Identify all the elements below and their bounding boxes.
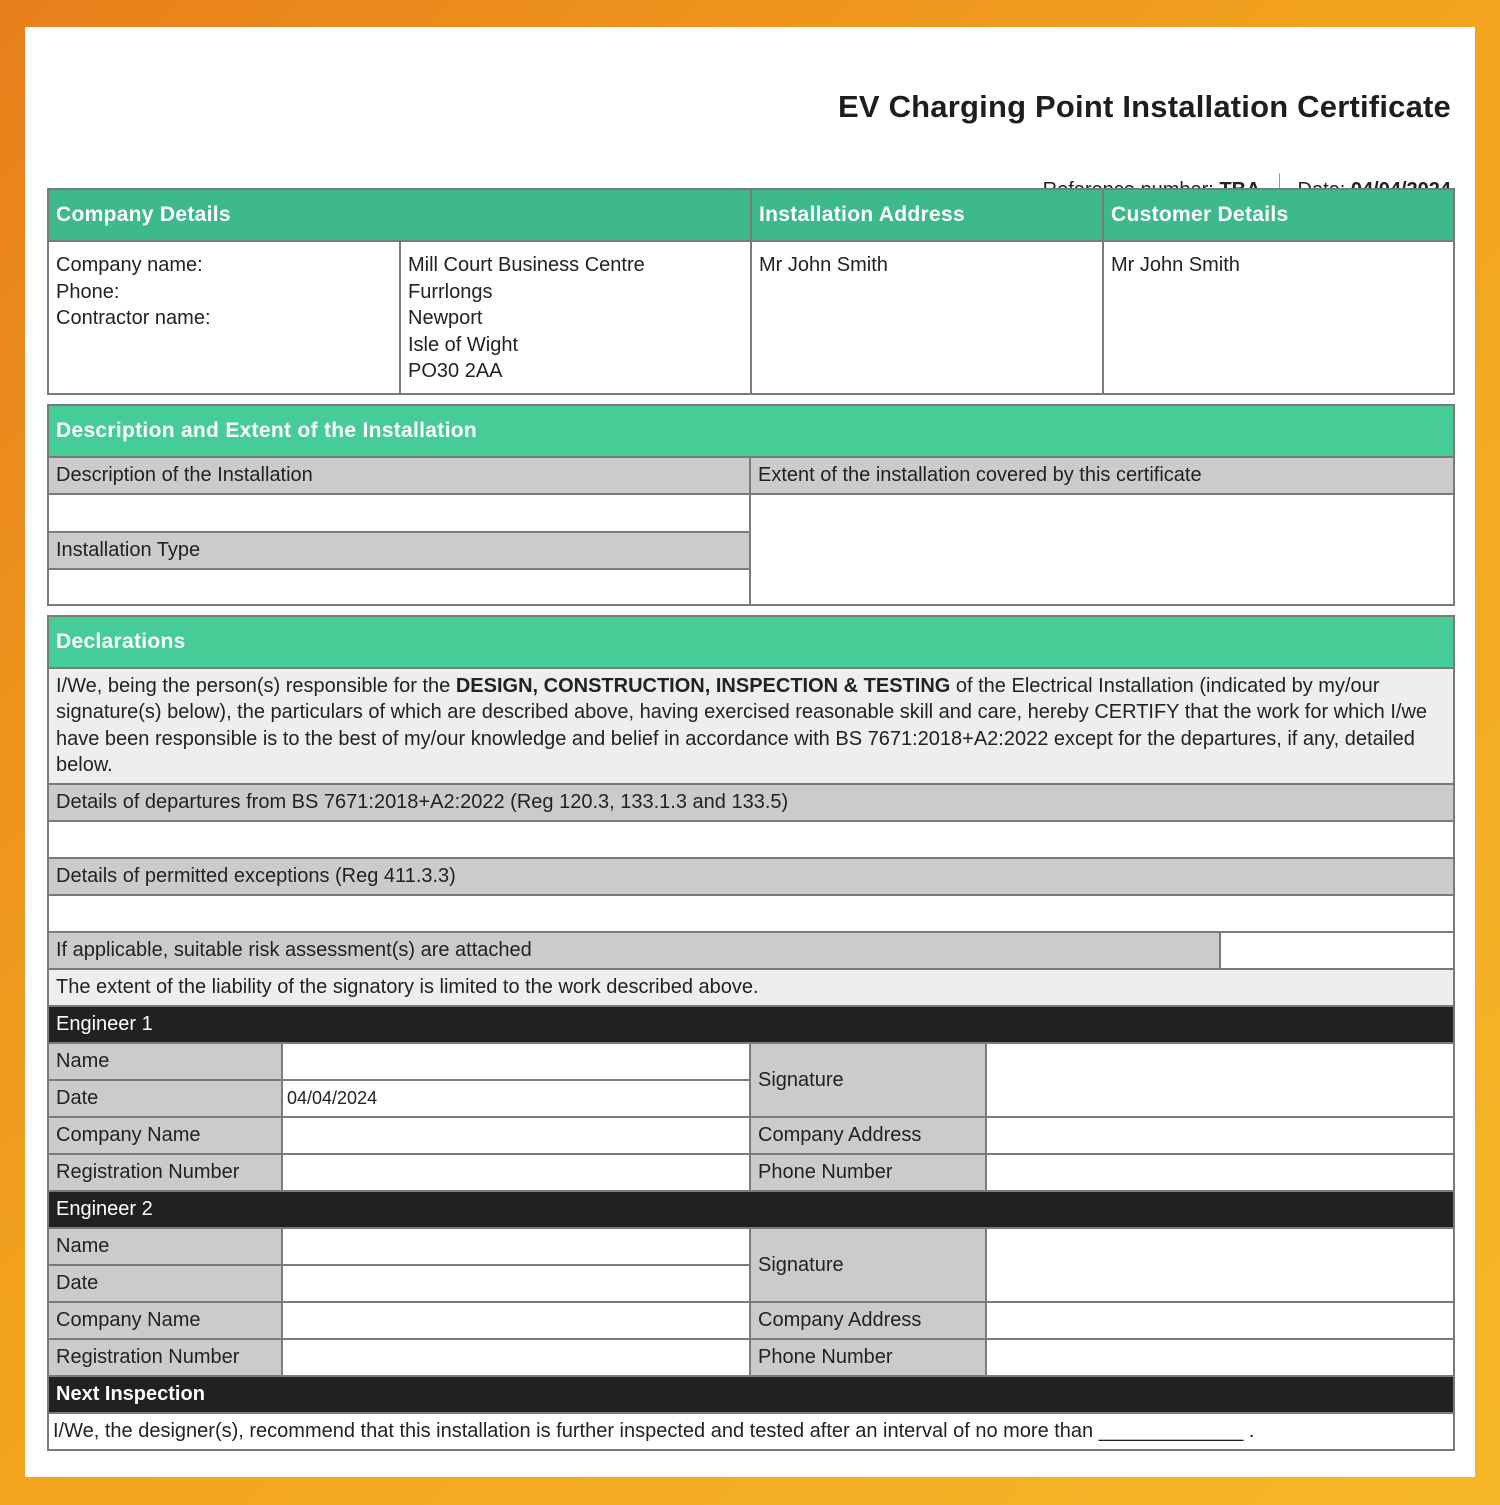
engineer-2-registration-label: Registration Number bbox=[47, 1338, 283, 1377]
address-line: PO30 2AA bbox=[408, 360, 503, 382]
engineer-2-registration-field[interactable] bbox=[281, 1338, 751, 1377]
installation-type-field[interactable] bbox=[47, 568, 751, 606]
engineer-1-registration-field[interactable] bbox=[281, 1153, 751, 1192]
installation-address-header: Installation Address bbox=[750, 188, 1104, 242]
risk-assessment-field[interactable] bbox=[1219, 931, 1455, 970]
description-field[interactable] bbox=[47, 493, 751, 533]
declaration-text-part: of the Electrical Installation (indicated by my/our signature(s) below), the particulars of which are described above, having exercised reasonable skill and care, hereby CERTIFY that the work for which I/we have been responsible is to the best of my/our knowledge and belief in accordance with BS 7671:2018+A2:2022 except for the departures, if any, detailed below. bbox=[56, 675, 1428, 777]
engineer-2-date-field[interactable] bbox=[281, 1264, 751, 1303]
engineer-1-date-label: Date bbox=[47, 1079, 283, 1118]
engineer-1-company-name-field[interactable] bbox=[281, 1116, 751, 1155]
engineer-1-company-name-label: Company Name bbox=[47, 1116, 283, 1155]
engineer-1-signature-label: Signature bbox=[749, 1042, 987, 1118]
declaration-text-part: I/We, being the person(s) responsible for the bbox=[56, 675, 456, 697]
address-line: Isle of Wight bbox=[408, 333, 519, 356]
page-title: EV Charging Point Installation Certificate bbox=[838, 89, 1451, 124]
contractor-name-label: Contractor name: bbox=[56, 307, 211, 329]
engineer-1-header: Engineer 1 bbox=[47, 1005, 1455, 1044]
engineer-1-name-field[interactable] bbox=[281, 1042, 751, 1081]
engineer-2-signature-field[interactable] bbox=[985, 1227, 1455, 1303]
engineer-1-name-label: Name bbox=[47, 1042, 283, 1081]
description-header: Description and Extent of the Installation bbox=[47, 404, 1455, 458]
company-name-label: Company name: bbox=[56, 254, 203, 276]
customer-details-value bbox=[1102, 240, 1455, 395]
engineer-2-phone-label: Phone Number bbox=[749, 1338, 987, 1377]
engineer-2-header: Engineer 2 bbox=[47, 1190, 1455, 1229]
extent-field[interactable] bbox=[749, 493, 1455, 606]
departures-field[interactable] bbox=[47, 820, 1455, 859]
company-details-header: Company Details bbox=[47, 188, 752, 242]
engineer-2-date-label: Date bbox=[47, 1264, 283, 1303]
address-line: Newport bbox=[408, 307, 483, 329]
extent-label: Extent of the installation covered by this certificate bbox=[749, 456, 1455, 495]
engineer-1-registration-label: Registration Number bbox=[47, 1153, 283, 1192]
engineer-1-company-address-label: Company Address bbox=[749, 1116, 987, 1155]
company-address bbox=[399, 240, 752, 395]
engineer-1-phone-field[interactable] bbox=[985, 1153, 1455, 1192]
installation-type-label: Installation Type bbox=[47, 531, 751, 570]
description-label: Description of the Installation bbox=[47, 456, 751, 495]
address-line: Furrlongs bbox=[408, 280, 493, 303]
engineer-2-signature-label: Signature bbox=[749, 1227, 987, 1303]
installation-address-value bbox=[750, 240, 1104, 395]
declaration-emphasis: DESIGN, CONSTRUCTION, INSPECTION & TESTING bbox=[455, 675, 951, 697]
exceptions-label: Details of permitted exceptions (Reg 411.3.3) bbox=[47, 857, 1455, 896]
engineer-1-date-field[interactable]: 04/04/2024 bbox=[281, 1079, 751, 1118]
engineer-2-name-label: Name bbox=[47, 1227, 283, 1266]
engineer-2-name-field[interactable] bbox=[281, 1227, 751, 1266]
engineer-1-company-address-field[interactable] bbox=[985, 1116, 1455, 1155]
exceptions-field[interactable] bbox=[47, 894, 1455, 933]
customer-name-text: Mr John Smith bbox=[1111, 254, 1240, 276]
risk-assessment-label: If applicable, suitable risk assessment(s) are attached bbox=[47, 931, 1221, 970]
next-inspection-header: Next Inspection bbox=[47, 1375, 1455, 1414]
engineer-2-company-address-label: Company Address bbox=[749, 1301, 987, 1340]
declaration-text bbox=[47, 667, 1455, 785]
company-labels bbox=[47, 240, 401, 395]
engineer-2-company-name-field[interactable] bbox=[281, 1301, 751, 1340]
engineer-2-company-address-field[interactable] bbox=[985, 1301, 1455, 1340]
installation-address-text: Mr John Smith bbox=[759, 254, 888, 276]
departures-label: Details of departures from BS 7671:2018+A2:2022 (Reg 120.3, 133.1.3 and 133.5) bbox=[47, 783, 1455, 822]
next-inspection-text: I/We, the designer(s), recommend that this installation is further inspected and tested after an interval of no more than _____________ . bbox=[47, 1412, 1455, 1451]
liability-text: The extent of the liability of the signatory is limited to the work described above. bbox=[47, 968, 1455, 1007]
customer-details-header: Customer Details bbox=[1102, 188, 1455, 242]
engineer-2-phone-field[interactable] bbox=[985, 1338, 1455, 1377]
engineer-2-company-name-label: Company Name bbox=[47, 1301, 283, 1340]
address-line: Mill Court Business Centre bbox=[408, 254, 645, 276]
engineer-1-signature-field[interactable] bbox=[985, 1042, 1455, 1118]
declarations-header: Declarations bbox=[47, 615, 1455, 669]
phone-label: Phone: bbox=[56, 280, 120, 303]
engineer-1-phone-label: Phone Number bbox=[749, 1153, 987, 1192]
